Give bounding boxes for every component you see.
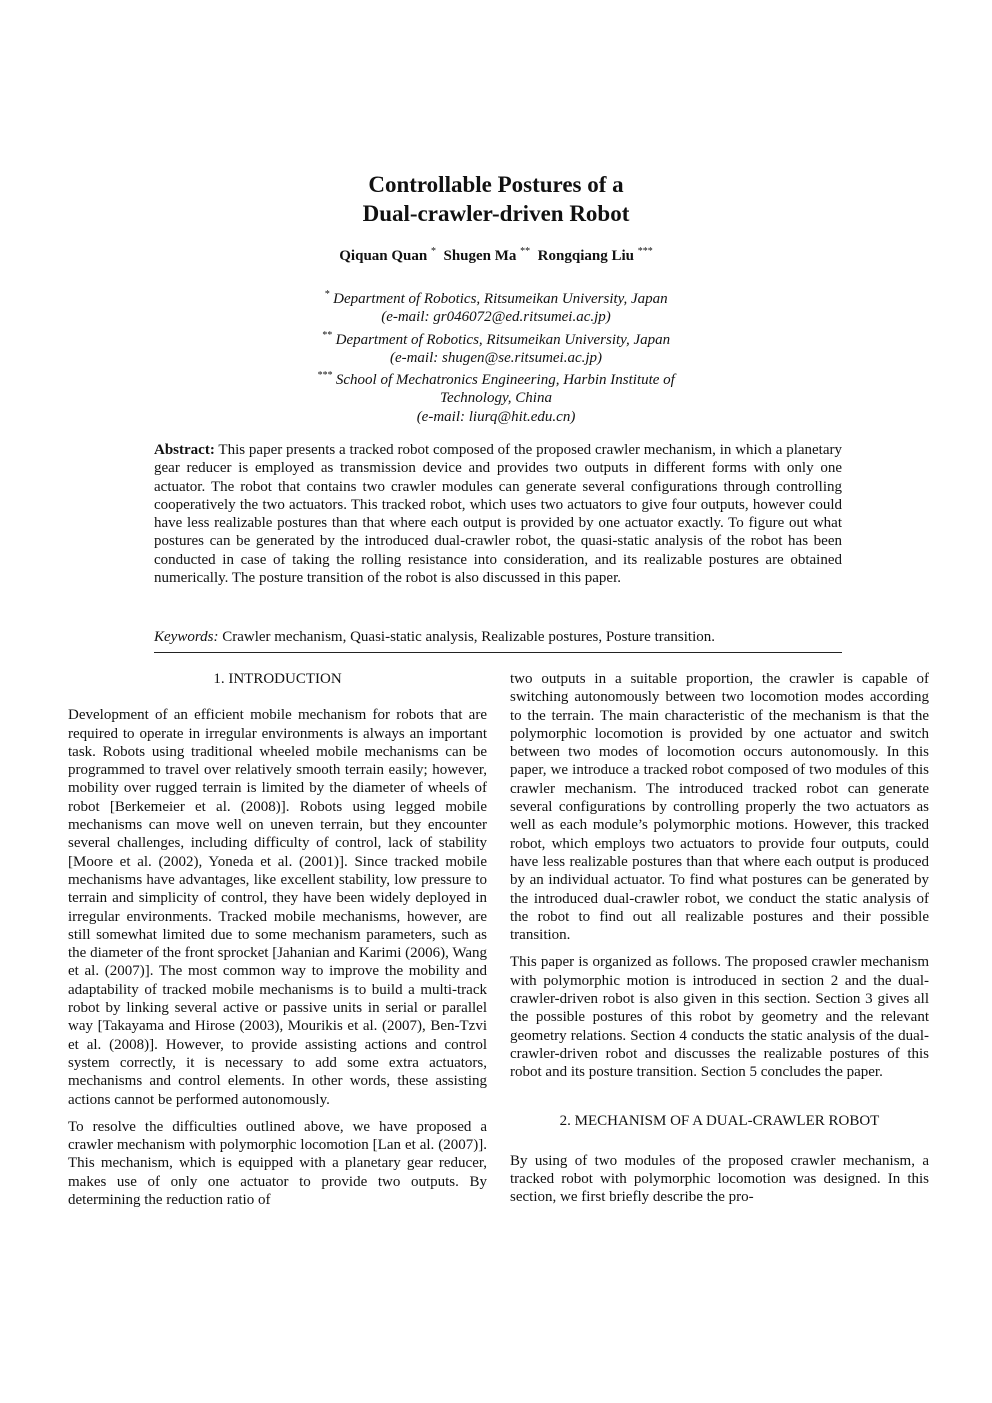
abstract-label: Abstract: (154, 442, 215, 458)
title-line-2: Dual-crawler-driven Robot (362, 201, 630, 226)
affiliation-email: (e-mail: gr046072@ed.ritsumei.ac.jp) (381, 309, 611, 326)
author-mark: *** (637, 246, 653, 257)
paragraph: two outputs in a suitable proportion, the crawler is capable of switching autonomously between two locomotion modes according to the terrain. The main characteristic of the mechanism is that the polymorphic locomotion is provided by one actuator and switch between two modes of locomotion occurs autonomously. In this paper, we introduce a tracked robot composed of two modules of this crawler mechanism. The introduced tracked robot can generate several configurations by controlling properly the two actuators as well as each module’s polymorphic motions. However, this tracked robot, which employs two actuators to provide four outputs, could have less realizable postures than that where each output is produced by an individual actuator. To find what postures can be generated by the introduced dual-crawler robot, we conduct the static analysis of the robot to find out all realizable postures and their possible transition. (510, 671, 929, 944)
affiliation-line: * Department of Robotics, Ritsumeikan University, Japan (324, 289, 668, 307)
affiliation-line: Technology, China (440, 390, 552, 407)
author-mark: ** (520, 246, 531, 257)
keywords-label: Keywords: (154, 629, 219, 645)
affiliation-email: (e-mail: shugen@se.ritsumei.ac.jp) (389, 349, 603, 366)
author-list (0, 246, 992, 265)
keywords-text: Crawler mechanism, Quasi-static analysis, Realizable postures, Posture transition. (222, 629, 715, 645)
abstract (154, 441, 842, 587)
title-line-1: Controllable Postures of a (368, 172, 624, 197)
affiliation-email: (e-mail: liurq@hit.edu.cn) (416, 408, 576, 425)
paper-title (0, 170, 992, 228)
author-name: Rongqiang Liu (537, 248, 634, 264)
section-heading-mechanism: 2. MECHANISM OF A DUAL-CRAWLER ROBOT (559, 1112, 880, 1129)
paragraph: To resolve the difficulties outlined above, we have proposed a crawler mechanism with polymorphic locomotion [Lan et al. (2007)]. This mechanism, which is equipped with a planetary gear reducer, makes use of only one actuator to provide two outputs. By determining the reduction ratio of (68, 1118, 487, 1209)
author-mark: * (430, 246, 436, 257)
author-name: Qiquan Quan (339, 248, 428, 264)
left-column (68, 670, 487, 1209)
section-heading-introduction: 1. INTRODUCTION (213, 671, 342, 687)
right-column (510, 670, 929, 1207)
affiliation-line: ** Department of Robotics, Ritsumeikan University, Japan (321, 329, 671, 348)
paragraph: This paper is organized as follows. The proposed crawler mechanism with polymorphic motion is introduced in section 2 and the dual-crawler-driven robot is also given in this section. Section 3 gives all the possible postures of this robot by geometry and the relevant geometry relations. Section 4 conducts the static analysis of the dual-crawler-driven robot and discusses the realizable postures of this robot and its posture transition. Section 5 concludes the paper. (510, 954, 929, 1081)
affiliation-line: *** School of Mechatronics Engineering, Harbin Institute of (317, 370, 675, 389)
author-name: Shugen Ma (443, 248, 517, 264)
abstract-text: This paper presents a tracked robot composed of the proposed crawler mechanism, in which a planetary gear reducer is employed as transmission device and provides two outputs in different forms with only one actuator. The robot that contains two crawler modules can generate several configurations through controlling cooperatively the two actuators. This tracked robot, which uses two actuators to give four outputs, however could have less realizable postures than that where each output is provided by one actuator exactly. To figure out what postures can be generated by the introduced dual-crawler robot, the quasi-static analysis of the robot has been conducted in case of taking the rolling resistance into consideration, and its realizable postures are obtained numerically. The posture transition of the robot is also discussed in this paper. (154, 442, 843, 587)
affiliations (0, 286, 992, 426)
keywords (154, 628, 842, 646)
section-divider (154, 652, 842, 653)
paragraph: By using of two modules of the proposed crawler mechanism, a tracked robot with polymorphic locomotion was designed. In this section, we first briefly describe the pro- (510, 1152, 929, 1206)
paragraph: Development of an efficient mobile mechanism for robots that are required to operate in irregular environments is always an important task. Robots using traditional wheeled mobile mechanisms can be programmed to travel over relatively smooth terrain easily; however, mobility over rugged terrain is limited by the diameter of wheels of robot [Berkemeier et al. (2008)]. Robots using legged mobile mechanisms can move well on uneven terrain, but they encounter several challenges, including difficulty of control, lack of stability [Moore et al. (2002), Yoneda et al. (2001)]. Since tracked mobile mechanisms have advantages, like excellent stability, low pressure to terrain and simplicity of control, they have been widely deployed in irregular environments. Tracked mobile mechanisms, however, are still somewhat limited due to some mechanism parameters, such as the diameter of the front sprocket [Jahanian and Karimi (2006), Wang et al. (2007)]. The most common way to improve the mobility and adaptability of tracked mobile mechanisms is to build a multi-track robot by linking several active or passive units in serial or parallel way [Takayama and Hirose (2003), Mourikis et al. (2007), Ben-Tzvi et al. (2008)]. However, to provide assisting actions and control system correctly, it is necessary to add some extra actuators, mechanisms and control elements. In other words, these assisting actions cannot be performed autonomously. (68, 707, 487, 1108)
